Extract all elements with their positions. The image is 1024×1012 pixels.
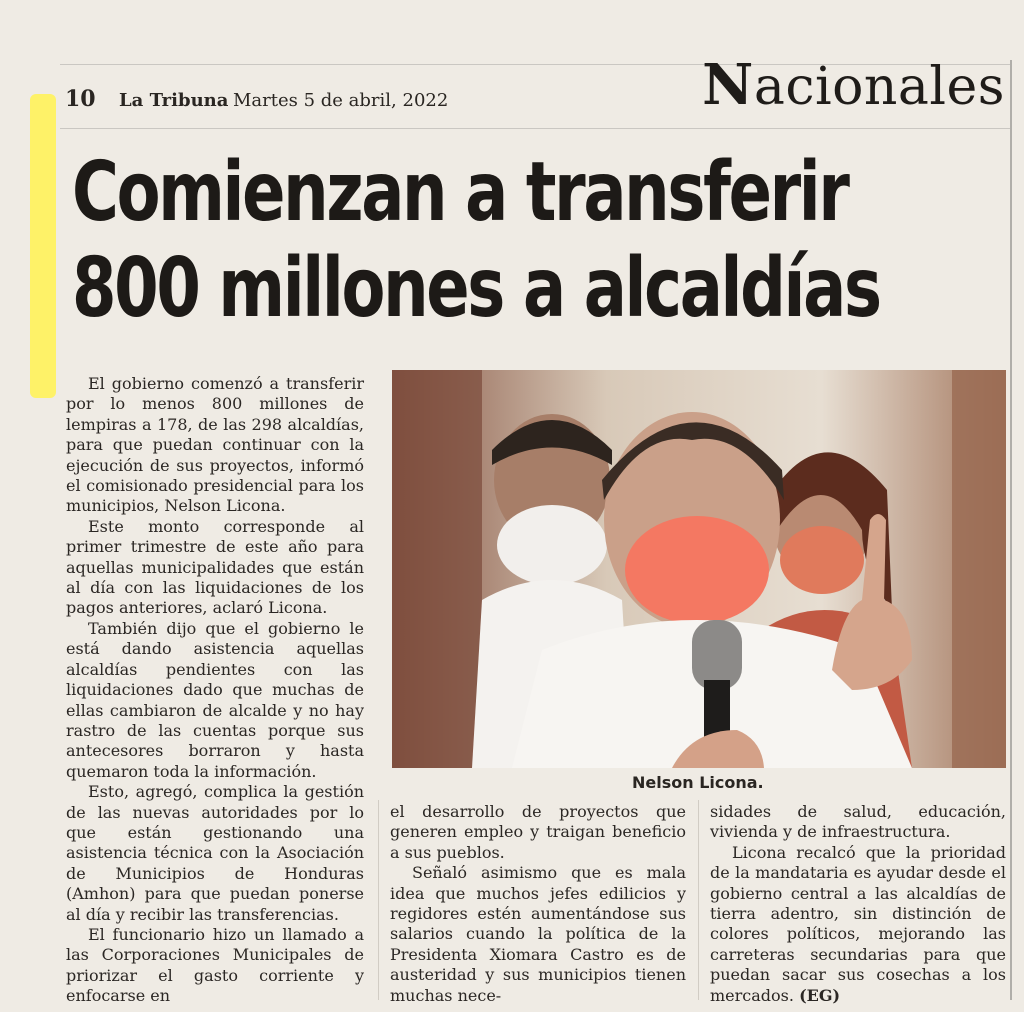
section-title — [702, 52, 1005, 118]
page-edge — [1010, 60, 1012, 1000]
article-column-1 — [66, 374, 364, 1007]
article-photo — [392, 370, 1006, 768]
article-paragraph: Señaló asimismo que es mala idea que muchos jefes edilicios y regidores estén aumentándose sus salarios cuando la política de la Presidenta Xiomara Castro es de austeridad y sus municipios tienen muchas nece- — [390, 863, 686, 1005]
headline — [72, 145, 880, 340]
photo-caption: Nelson Licona. — [632, 773, 764, 792]
article-paragraph: Esto, agregó, complica la gestión de las nuevas autoridades por lo que están gestionando una asistencia técnica con la Asociación de Municipios de Honduras (Amhon) para que puedan ponerse al día y recibir las transferencias. — [66, 782, 364, 924]
headline-line-2: 800 millones a alcaldías — [72, 241, 880, 336]
article-paragraph: El funcionario hizo un llamado a las Corporaciones Municipales de priorizar el gasto corriente y enfocarse en — [66, 924, 364, 1006]
page-number: 10 — [65, 86, 96, 112]
header-rule — [60, 128, 1010, 129]
section-title-rest: acionales — [753, 57, 1005, 117]
article-column-2 — [390, 802, 686, 1006]
column-divider — [378, 800, 379, 1000]
headline-line-1: Comienzan a transferir — [72, 145, 848, 240]
article-paragraph-text: Licona recalcó que la prioridad de la mandataria es ayudar desde el gobierno central a las alcaldías de tierra adentro, sin distinción de colores políticos, mejorando las carreteras secundarias para que puedan sacar sus cosechas a los mercados. — [710, 842, 1006, 1005]
article-paragraph — [710, 843, 1006, 1006]
section-initial: N — [702, 52, 754, 118]
issue-date: Martes 5 de abril, 2022 — [233, 90, 449, 111]
author-byline: (EG) — [799, 985, 841, 1005]
column-divider — [698, 800, 699, 1000]
highlighter-mark — [30, 94, 56, 398]
article-paragraph: También dijo que el gobierno le está dando asistencia aquellas alcaldías pendientes con las liquidaciones dado que muchas de ellas cambiaron de alcalde y no hay rastro de las cuentas porque sus antecesores borraron y hasta quemaron toda la información. — [66, 618, 364, 781]
page-header — [65, 52, 1005, 120]
newspaper-name: La Tribuna — [119, 90, 229, 111]
article-column-3 — [710, 802, 1006, 1006]
article-paragraph: Este monto corresponde al primer trimestre de este año para aquellas municipalidades que están al día con las liquidaciones de los pagos anteriores, aclaró Licona. — [66, 516, 364, 618]
article-paragraph: sidades de salud, educación, vivienda y de infraestructura. — [710, 802, 1006, 842]
article-paragraph: El gobierno comenzó a transferir por lo menos 800 millones de lempiras a 178, de las 298 alcaldías, para que puedan continuar con la ejecución de sus proyectos, informó el comisionado presidencial para los municipios, Nelson Licona. — [66, 374, 364, 516]
photo-illustration — [392, 370, 1006, 768]
article-paragraph: el desarrollo de proyectos que generen empleo y traigan beneficio a sus pueblos. — [390, 802, 686, 862]
